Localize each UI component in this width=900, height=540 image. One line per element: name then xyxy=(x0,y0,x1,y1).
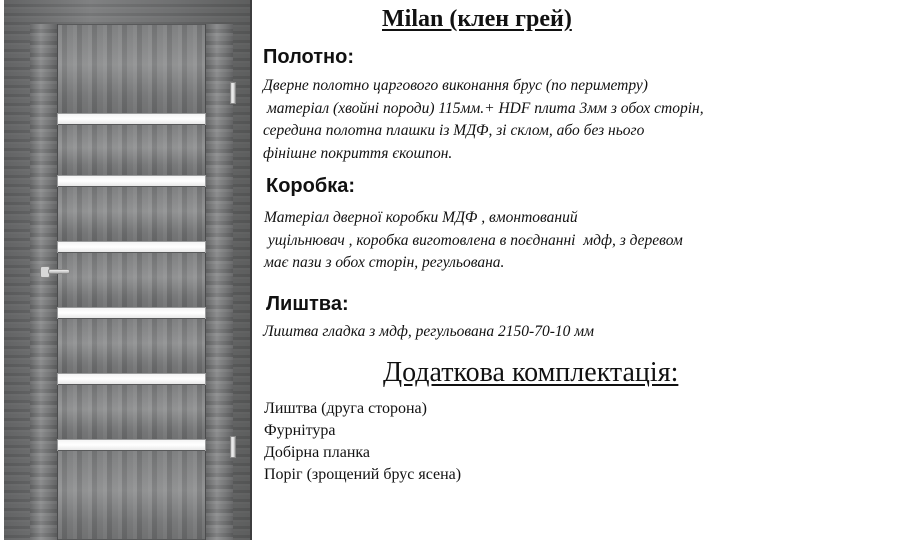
hinge-icon xyxy=(230,82,236,104)
list-item: Лиштва (друга сторона) xyxy=(264,400,427,417)
desc-line: ущільнювач , коробка виготовлена в поєднанні мдф, з деревом xyxy=(264,231,683,249)
door-panel xyxy=(58,252,205,308)
section-desc-trim xyxy=(263,321,594,344)
section-desc-leaf xyxy=(263,75,704,165)
door-glass-strip xyxy=(58,114,205,124)
door-glass-strip xyxy=(58,176,205,186)
desc-line: Матеріал дверної коробки МДФ , вмонтований xyxy=(264,209,578,226)
desc-line: фінішне покриття єкошпон. xyxy=(263,144,453,162)
door-panel xyxy=(58,24,205,114)
extras-title: Додаткова комплектація: xyxy=(383,357,679,388)
product-title: Milan (клен грей) xyxy=(382,6,572,32)
list-item: Добірна планка xyxy=(264,444,371,461)
desc-line: Дверне полотно царгового виконання брус (по периметру) xyxy=(263,77,648,94)
section-heading-leaf: Полотно: xyxy=(263,46,355,68)
desc-line: середина полотна плашки із МДФ, зі склом, або без нього xyxy=(263,122,645,139)
list-item: Поріг (зрощений брус ясена) xyxy=(264,466,462,483)
desc-line: має пази з обох сторін, регульована. xyxy=(264,254,505,271)
extras-list xyxy=(264,398,461,486)
door-handle-icon xyxy=(48,269,70,274)
door-panel xyxy=(58,384,205,440)
door-panel xyxy=(58,450,205,540)
door-image xyxy=(0,0,262,540)
door-panel xyxy=(58,318,205,374)
door-panel xyxy=(58,186,205,242)
desc-line: матеріал (хвойні породи) 115мм.+ HDF плита 3мм з обох сторін, xyxy=(263,99,704,117)
door-glass-strip xyxy=(58,242,205,252)
list-item: Фурнітура xyxy=(264,422,336,439)
section-heading-frame: Коробка: xyxy=(266,175,356,197)
door-glass-strip xyxy=(58,374,205,384)
door-leaf xyxy=(30,24,233,540)
section-heading-trim: Лиштва: xyxy=(266,293,349,315)
door-panel xyxy=(58,124,205,176)
door-glass-strip xyxy=(58,308,205,318)
door-stile-right xyxy=(205,24,233,540)
section-desc-frame xyxy=(264,207,683,275)
door-glass-strip xyxy=(58,440,205,450)
hinge-icon xyxy=(230,436,236,458)
desc-line: Лиштва гладка з мдф, регульована 2150-70-10 мм xyxy=(263,323,595,340)
door-stile-left xyxy=(30,24,58,540)
